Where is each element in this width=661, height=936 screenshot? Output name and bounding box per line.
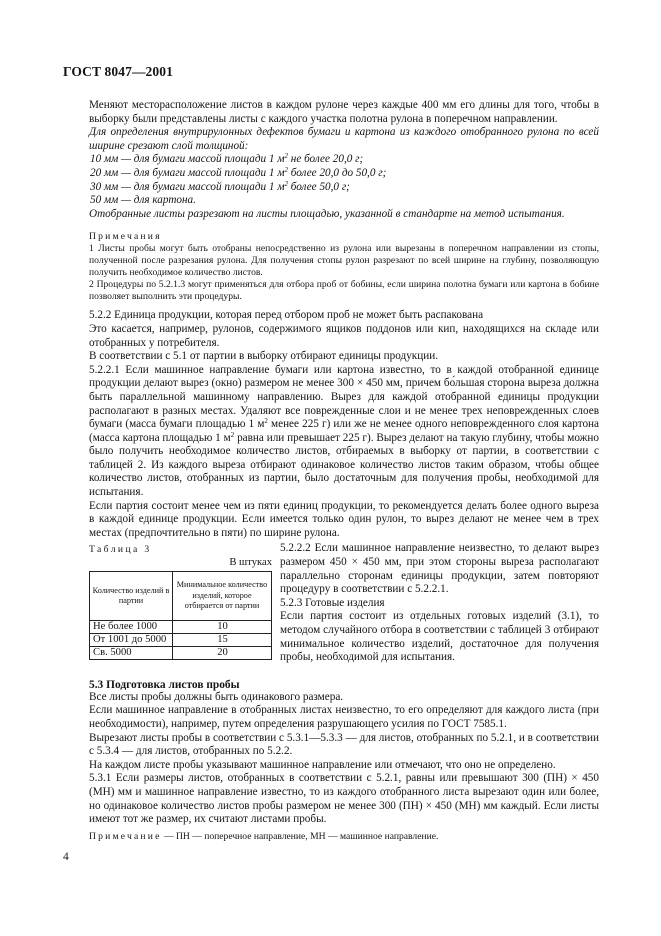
- notes-label: Примечания: [89, 231, 162, 243]
- paragraph: 5.3.1 Если размеры листов, отобранных в соответствии с 5.2.1, равны или превышают 300 (ПН) × 450 (МН) мм и машинное направление известно, то из каждого отобранного листа вырезают один или более, но одинаковое количество листов пробы размером не менее 300 (ПН) × 450 (МН) мм каждый. Если листы имеют тот же размер, их считают листами пробы.: [89, 772, 599, 826]
- paragraph: Меняют месторасположение листов в каждом рулоне через каждые 400 мм его длины для того, чтобы в выборку были представлены листы с каждого участка полотна рулона в поперечном направлении.: [89, 99, 599, 125]
- table-header-cell: Количество изделий в партии: [90, 572, 173, 620]
- table-3-block: [89, 542, 272, 664]
- paragraph: Если партия состоит менее чем из пяти единиц продукции, то рекомендуется делать более одного выреза в каждой единице продукции. Если имеется только один рулон, то вырез делают не менее чем в трех местах (предпочтительно в пяти) по ширине рулона.: [89, 499, 599, 539]
- paragraph: Если машинное направление в отобранных листах неизвестно, то его определяют для каждого листа (при необходимости), например, путем определения разрушающего усилия по ГОСТ 7585.1.: [89, 704, 599, 730]
- side-text: [280, 542, 599, 664]
- table-row: [90, 633, 272, 646]
- page-number: 4: [63, 851, 69, 863]
- table-3: [89, 571, 272, 659]
- italic-item: 10 мм — для бумаги массой площади 1 $м^2$ не более 20,0 г;: [90, 152, 364, 166]
- paragraph: Все листы пробы должны быть одинакового размера.: [89, 690, 344, 703]
- table-cell: От 1001 до 5000: [90, 633, 173, 646]
- table-unit: В штуках: [229, 557, 272, 569]
- paragraph: В соответствии с 5.1 от партии в выборку отбирают единицы продукции.: [89, 350, 439, 363]
- note-item: 1 Листы пробы могут быть отобраны непосредственно из рулона или вырезаны в поперечном направлении из стопы, полученной после разрезания рулона. Для получения стопы рулон разрезают по всей ширине на глубину, позволяющую получить необходимое количество листов.: [89, 243, 599, 279]
- standard-header: ГОСТ 8047—2001: [63, 64, 173, 79]
- section-heading-53: 5.3 Подготовка листов пробы: [89, 678, 240, 691]
- final-note-text: — ПН — поперечное направление, МН — машинное направление.: [161, 830, 439, 842]
- italic-item: 30 мм — для бумаги массой площади 1 $м^2$ более 50,0 г;: [90, 179, 350, 193]
- table-title: Таблица 3: [89, 544, 152, 556]
- final-note: [89, 831, 599, 843]
- table-cell: 15: [173, 633, 272, 646]
- page-content: [89, 99, 599, 843]
- italic-outro: Отобранные листы разрезают на листы площадью, указанной в стандарте на метод испытания.: [89, 207, 565, 220]
- paragraph: 5.2.2.2 Если машинное направление неизвестно, то делают вырез размером 450 × 450 мм, при этом стороны выреза располагают параллельно сторонам единицы продукции, затем повторяют процедуру в соответствии с 5.2.2.1.: [280, 542, 599, 596]
- italic-item: 20 мм — для бумаги массой площади 1 $м^2$ более 20,0 до 50,0 г;: [90, 165, 387, 179]
- table-and-text: [89, 542, 599, 664]
- subsection-heading-523: 5.2.3 Готовые изделия: [280, 596, 385, 609]
- note-item: 2 Процедуры по 5.2.1.3 могут применяться для отбора проб от бобины, если ширина полотна бумаги или картона в бобине позволяет выполнить эти процедуры.: [89, 279, 599, 303]
- paragraph: 5.2.2.1 Если машинное направление бумаги или картона известно, то в каждой отобранной единице продукции делают вырез (окно) размером не менее 300 × 450 мм, причем бо́льшая сторона выреза должна быть параллельной машинному направлению. Вырез для каждой отобранной единицы продукции располагают в разных местах. Удаляют все поврежденные слои и не менее трех неповрежденных слоев бумаги (масса бумаги площадью 1 $м^2$ менее 225 г) или же не менее одного неповрежденного слоя картона (масса картона площадью 1 $м^2$ равна или превышает 225 г). Вырез делают на такую глубину, чтобы можно было получить необходимое количество листов, отбираемых в выборку от партии, в соответствии с таблицей 2. Из каждого выреза отбирают одинаковое количество листов таким образом, чтобы общее количество листов, отобранных из партии, было достаточным для получения пробы, необходимой для испытания.: [89, 363, 599, 499]
- table-row: [90, 646, 272, 659]
- paragraph: Вырезают листы пробы в соответствии с 5.3.1—5.3.3 — для листов, отобранных по 5.2.1, и в соответствии с 5.3.4 — для листов, отобранных по 5.2.2.: [89, 731, 599, 758]
- paragraph: Если партия состоит из отдельных готовых изделий (3.1), то методом случайного отбора в соответствии с таблицей 3 отбирают минимальное количество изделий, достаточное для получения пробы, необходимой для испытания.: [280, 610, 599, 664]
- italic-intro: Для определения внутрирулонных дефектов бумаги и картона из каждого отобранного рулона по всей ширине срезают слой толщиной:: [89, 126, 599, 152]
- subsection-heading-522: 5.2.2 Единица продукции, которая перед отбором проб не может быть распакована: [89, 309, 484, 322]
- table-cell: Св. 5000: [90, 646, 173, 659]
- final-note-label: Примечание: [89, 830, 162, 842]
- table-row: [90, 620, 272, 633]
- italic-item: 50 мм — для картона.: [90, 194, 196, 207]
- table-cell: Не более 1000: [90, 620, 173, 633]
- table-header-cell: Минимальное количество изделий, которое отбирается от партии: [173, 572, 272, 620]
- paragraph: На каждом листе пробы указывают машинное направление или отмечают, что оно не определено.: [89, 758, 556, 771]
- paragraph: Это касается, например, рулонов, содержимого ящиков поддонов или кип, находящихся на складе или отобранных у потребителя.: [89, 322, 599, 349]
- table-cell: 20: [173, 646, 272, 659]
- table-cell: 10: [173, 620, 272, 633]
- table-header-row: [90, 572, 272, 620]
